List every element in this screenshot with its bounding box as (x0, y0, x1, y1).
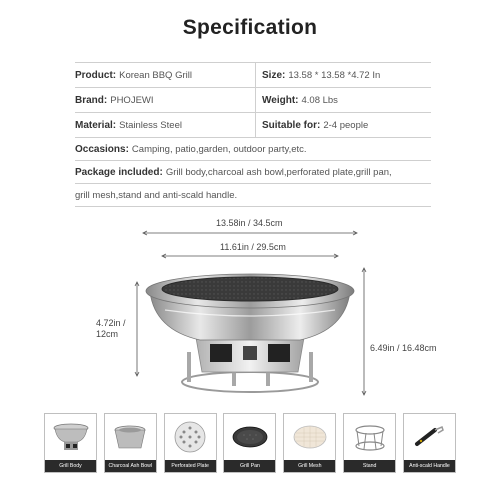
perforated-plate-icon (165, 414, 216, 460)
suitable-label: Suitable for: (262, 119, 321, 131)
grill-pan-icon (224, 414, 275, 460)
thumb-grill-body[interactable] (44, 413, 97, 473)
ash-bowl-icon (105, 414, 156, 460)
package-label: Package included: (75, 166, 163, 178)
body-height-label-line1: 4.72in / (96, 318, 126, 328)
page-title: Specification (182, 16, 318, 39)
thumb-label: Perforated Plate (165, 460, 216, 472)
suitable-value: 2-4 people (323, 119, 369, 131)
package-value-line1: Grill body,charcoal ash bowl,perforated plate,grill pan, (165, 166, 392, 178)
stand-icon (344, 414, 395, 460)
total-height-label: 6.49in / 16.48cm (370, 343, 437, 353)
product-value: Korean BBQ Grill (119, 69, 192, 81)
accessory-gallery (44, 413, 456, 475)
occasions-value: Camping, patio,garden, outdoor party,etc. (131, 143, 307, 155)
thumb-perforated-plate[interactable] (164, 413, 217, 473)
brand-value: PHOJEWI (110, 94, 154, 106)
inner-width-label: 11.61in / 29.5cm (220, 242, 286, 252)
handle-icon (404, 414, 455, 460)
occasions-label: Occasions: (75, 143, 129, 155)
size-value: 13.58 * 13.58 *4.72 In (288, 69, 381, 81)
thumb-label: Stand (344, 460, 395, 472)
thumb-grill-pan[interactable] (223, 413, 276, 473)
brand-label: Brand: (75, 94, 108, 106)
material-value: Stainless Steel (119, 119, 182, 131)
thumb-grill-mesh[interactable] (283, 413, 336, 473)
thumb-ash-bowl[interactable] (104, 413, 157, 473)
product-label: Product: (75, 69, 117, 81)
thumb-label: Grill Pan (224, 460, 275, 472)
weight-label: Weight: (262, 94, 299, 106)
grill-mesh-icon (284, 414, 335, 460)
thumb-stand[interactable] (343, 413, 396, 473)
outer-width-label: 13.58in / 34.5cm (216, 218, 283, 228)
thumb-label: Grill Mesh (284, 460, 335, 472)
grill-body-icon (45, 414, 96, 460)
size-label: Size: (262, 69, 286, 81)
material-label: Material: (75, 119, 117, 131)
thumb-label: Charcoal Ash Bowl (105, 460, 156, 472)
body-height-label-line2: 12cm (96, 329, 119, 339)
thumb-label: Grill Body (45, 460, 96, 472)
package-value-line2: grill mesh,stand and anti-scald handle. (75, 189, 238, 201)
grill-body-illustration (146, 274, 354, 340)
thumb-handle[interactable] (403, 413, 456, 473)
weight-value: 4.08 Lbs (301, 94, 338, 106)
thumb-label: Anti-scald Handle (404, 460, 455, 472)
